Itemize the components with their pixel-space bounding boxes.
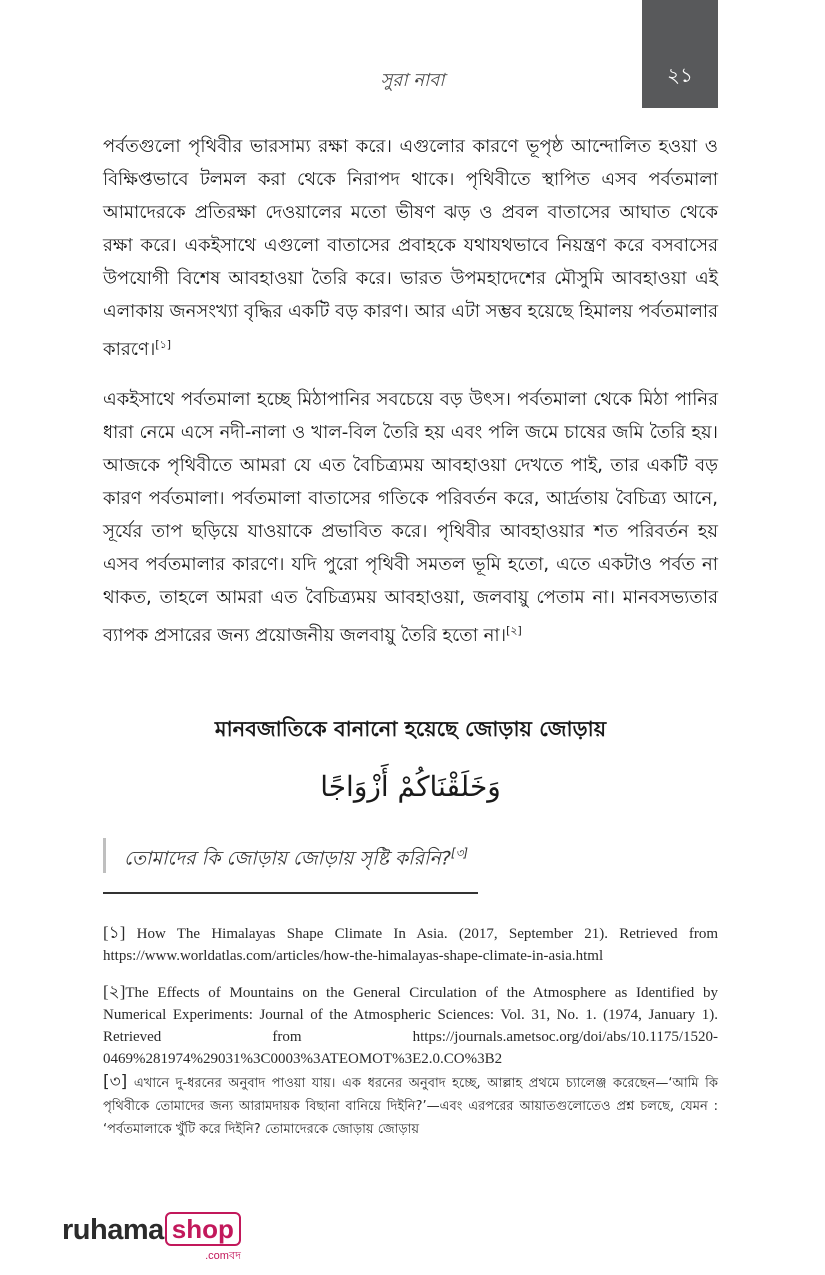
- footnote-1: [103, 922, 718, 967]
- footnote-marker: [২]: [103, 982, 126, 1001]
- ruhama-shop-logo: [62, 1212, 241, 1266]
- footnote-ref-1[interactable]: [১]: [155, 338, 172, 351]
- logo-shop-box: [165, 1212, 241, 1266]
- footnote-text: How The Himalayas Shape Climate In Asia. (2017, September 21). Retrieved from https://www.worldatlas.com/articles/how-the-himalayas-shape-climate-in-asia.html: [103, 926, 718, 964]
- logo-domain: .comবদ: [205, 1250, 241, 1262]
- footnote-ref-2[interactable]: [২]: [506, 624, 522, 637]
- paragraph-freshwater-source: [103, 383, 718, 652]
- footnote-3: [103, 1071, 718, 1141]
- section-heading: মানবজাতিকে বানানো হয়েছে জোড়ায় জোড়ায়: [214, 717, 607, 741]
- verse-translation-text: তোমাদের কি জোড়ায় জোড়ায় সৃষ্টি করিনি?: [124, 847, 451, 870]
- footnote-marker: [৩]: [103, 1072, 128, 1092]
- footnote-ref-3[interactable]: [৩]: [450, 846, 469, 860]
- running-header-title: সুরা নাবা: [380, 70, 445, 91]
- verse-translation-quote: [103, 838, 724, 873]
- page-number: ২১: [667, 63, 693, 87]
- footnote-marker: [১]: [103, 923, 126, 942]
- footnote-2: [103, 981, 718, 1070]
- arabic-verse: وَخَلَقْنَاكُمْ أَزْوَاجًا: [320, 770, 501, 803]
- logo-shop: shop: [165, 1212, 241, 1246]
- footnote-text: The Effects of Mountains on the General Circulation of the Atmosphere as Identified by Numerical Experiments: Journal of the Atmospheric Sciences: Vol. 31, No. 1. (1974, January 1). Retrieved from https://journals.ametsoc.org/doi/abs/10.1175/1520-0469%281974%29031%3C0003%3ATEOMOT%3E2.0.CO%3B2: [103, 985, 718, 1067]
- footnote-text: এখানে দু-ধরনের অনুবাদ পাওয়া যায়। এক ধরনের অনুবাদ হচ্ছে, আল্লাহ প্রথমে চ্যালেঞ্জ করেছেন—‘আমি কি পৃথিবীকে তোমাদের জন্য আরামদায়ক বিছানা বানিয়ে দিইনি?’—এবং এরপরের আয়াতগুলোতেও প্রশ্ন চলছে, যেমন : ‘পর্বতমালাকে খুঁটি করে দিইনি? তোমাদেরকে জোড়ায় জোড়ায়: [103, 1076, 718, 1137]
- paragraph-mountains-balance: [103, 130, 718, 366]
- logo-word: ruhama: [62, 1214, 164, 1246]
- paragraph-text: পর্বতগুলো পৃথিবীর ভারসাম্য রক্ষা করে। এগুলোর কারণে ভূপৃষ্ঠ আন্দোলিত হওয়া ও বিক্ষিপ্তভাবে টলমল করা থেকে নিরাপদ থাকে। পৃথিবীতে স্থাপিত এসব পর্বতমালা আমাদেরকে প্রতিরক্ষা দেওয়ালের মতো ভীষণ ঝড় ও প্রবল বাতাসের আঘাত থেকে রক্ষা করে। একইসাথে এগুলো বাতাসের প্রবাহকে যথাযথভাবে নিয়ন্ত্রণ করে বসবাসের উপযোগী বিশেষ আবহাওয়া তৈরি করে। ভারত উপমহাদেশের মৌসুমি আবহাওয়া এই এলাকায় জনসংখ্যা বৃদ্ধির একটি বড় কারণ। আর এটা সম্ভব হয়েছে হিমালয় পর্বতমালার কারণে।: [103, 136, 718, 360]
- paragraph-text: একইসাথে পর্বতমালা হচ্ছে মিঠাপানির সবচেয়ে বড় উৎস। পর্বতমালা থেকে মিঠা পানির ধারা নেমে এসে নদী-নালা ও খাল-বিল তৈরি হয় এবং পলি জমে চাষের জমি তৈরি হয়। আজকে পৃথিবীতে আমরা যে এত বৈচিত্র্যময় আবহাওয়া দেখতে পাই, তার একটি বড় কারণ পর্বতমালা। পর্বতমালা বাতাসের গতিকে পরিবর্তন করে, আর্দ্রতায় বৈচিত্র্য আনে, সূর্যের তাপ ছড়িয়ে যাওয়াকে প্রভাবিত করে। পৃথিবীর আবহাওয়ার শত পরিবর্তন হয় এসব পর্বতমালার কারণে। যদি পুরো পৃথিবী সমতল ভূমি হতো, এতে একটাও পর্বত না থাকত, তাহলে আমরা এত বৈচিত্র্যময় আবহাওয়া, জলবায়ু পেতাম না। মানবসভ্যতার ব্যাপক প্রসারের জন্য প্রয়োজনীয় জলবায়ু তৈরি হতো না।: [103, 389, 718, 646]
- footnote-divider: [103, 892, 478, 894]
